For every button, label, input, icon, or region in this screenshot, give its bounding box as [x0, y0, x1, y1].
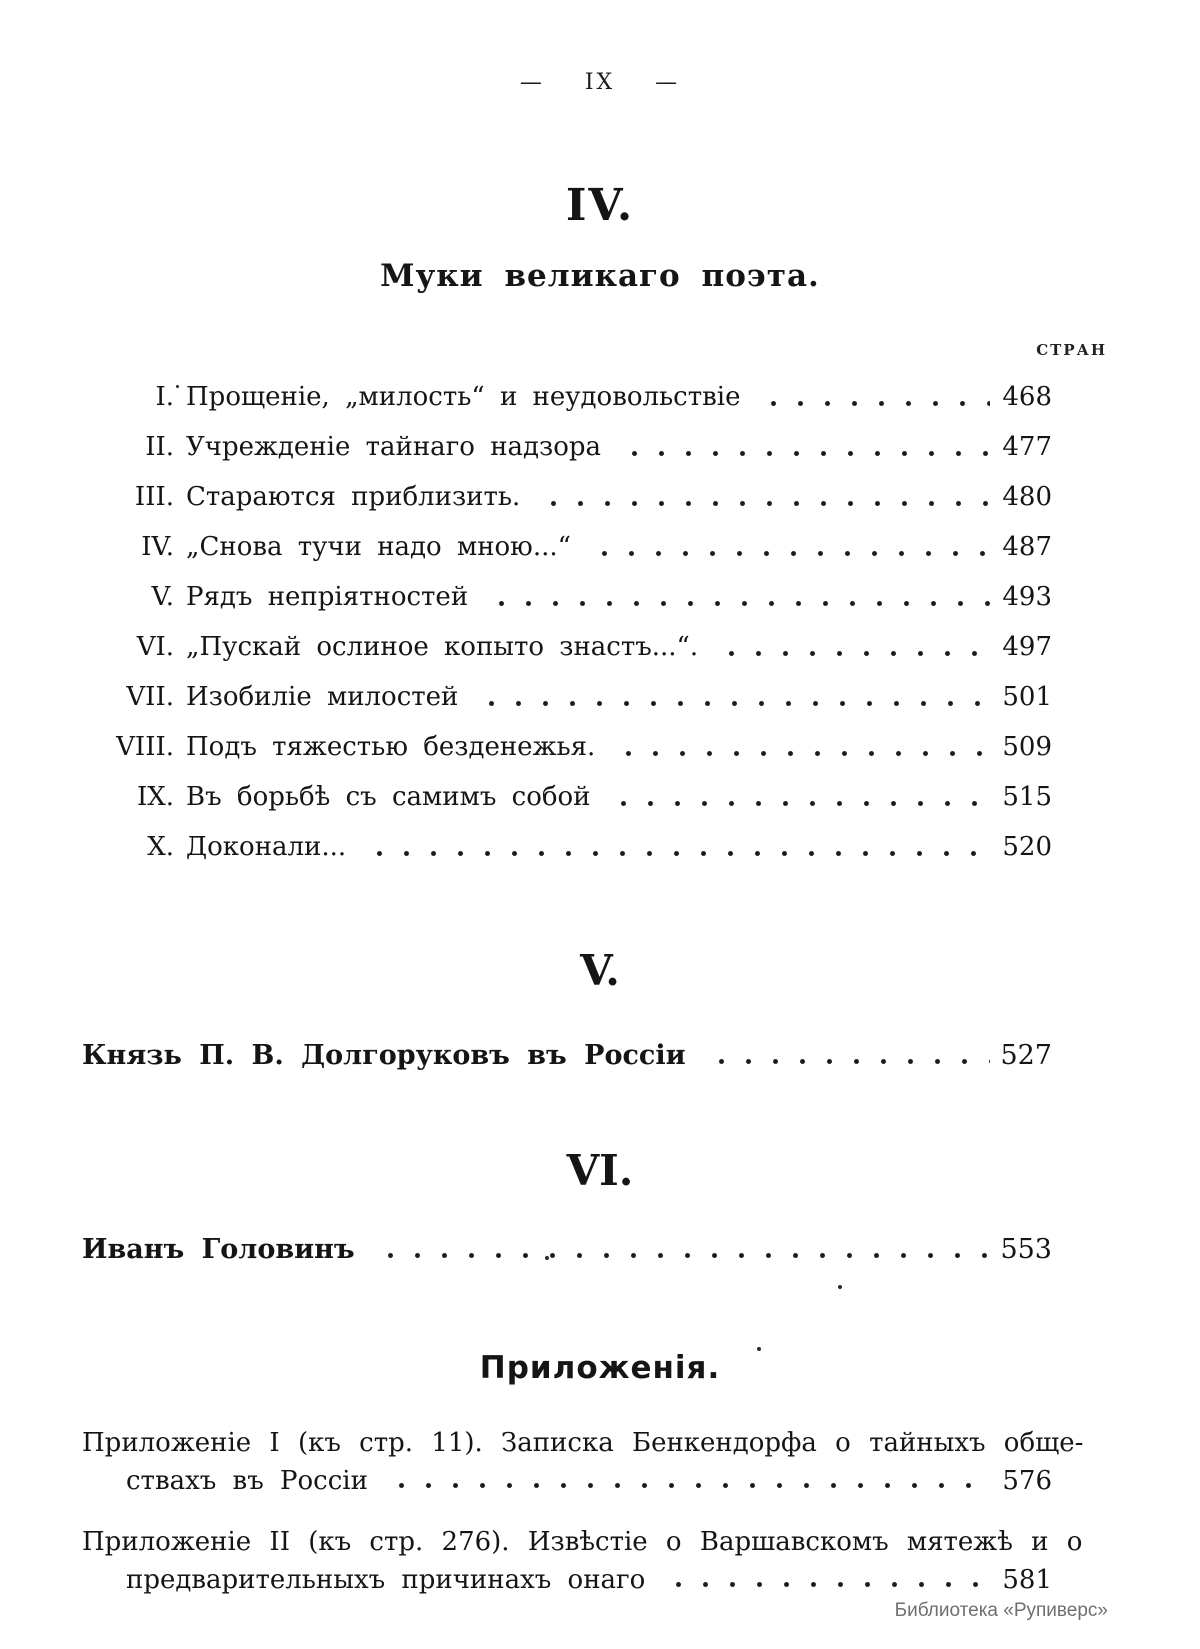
- toc-entry: [82, 522, 1052, 572]
- appendix-entry: [82, 1424, 1084, 1500]
- appendix-entry-line2-text: ствахъ въ Россіи: [126, 1466, 368, 1496]
- running-page-number: — IX —: [519, 70, 681, 95]
- dot-leader: [480, 572, 990, 622]
- section-v-entry-page: 527: [1000, 1040, 1052, 1071]
- toc-entry-title: Прощеніе, „милость“ и неудовольствіе: [186, 382, 741, 412]
- toc-entry: [82, 572, 1052, 622]
- toc-entry: [82, 622, 1052, 672]
- dot-leader: [613, 422, 990, 472]
- appendix-entry-line2: [82, 1561, 1052, 1599]
- toc-entry-page: 520: [1002, 832, 1052, 862]
- toc-entry-numeral: V.: [151, 582, 174, 612]
- toc-entry: [82, 372, 1052, 422]
- appendix-entry-page: 576: [1002, 1466, 1052, 1496]
- toc-entry-title: Учрежденіе тайнаго надзора: [186, 432, 602, 462]
- section-vi-entry-title: Иванъ Головинъ: [82, 1234, 355, 1265]
- toc-entry: [82, 772, 1052, 822]
- toc-entry-title: Доконали...: [186, 832, 347, 862]
- section-iv-title: Муки великаго поэта.: [380, 258, 820, 294]
- toc-entry: [82, 672, 1052, 722]
- scan-speck: [545, 1256, 549, 1260]
- toc-entry-title: Стараются приблизить.: [186, 482, 521, 512]
- toc-entry-numeral: IV.: [141, 532, 174, 562]
- scan-speck: [838, 1285, 842, 1289]
- section-vi-heading: VI.: [566, 1146, 634, 1195]
- chapter-list: [82, 372, 1052, 872]
- toc-entry: [82, 422, 1052, 472]
- section-vi-entry-page: 553: [1000, 1234, 1052, 1265]
- page-column-header: СТРАН: [1036, 341, 1107, 359]
- appendix-entry-line2: [82, 1462, 1052, 1500]
- dot-leader: [532, 472, 990, 522]
- toc-entry-title: „Снова тучи надо мною...“: [186, 532, 571, 562]
- appendix-entry-line1: Приложеніе II (къ стр. 276). Извѣстіе о Варшавскомъ мятежѣ и о: [82, 1527, 1083, 1557]
- section-v-entry: [82, 1036, 1052, 1076]
- dot-leader: [470, 672, 990, 722]
- toc-entry-numeral: II.: [145, 432, 174, 462]
- toc-entry-page: 501: [1002, 682, 1052, 712]
- toc-entry-title: „Пускай ослиное копыто знастъ...“.: [186, 632, 699, 662]
- toc-entry: [82, 722, 1052, 772]
- toc-entry-numeral: VIII.: [116, 732, 174, 762]
- dot-leader: [700, 1036, 990, 1076]
- dot-leader: [752, 372, 990, 422]
- section-vi-entry: [82, 1230, 1052, 1270]
- toc-entry-numeral: I.: [155, 382, 174, 412]
- toc-entry: [82, 472, 1052, 522]
- scan-speck: [176, 385, 179, 388]
- dot-leader: [358, 822, 990, 872]
- toc-entry-page: 497: [1002, 632, 1052, 662]
- toc-entry-title: Рядъ непріятностей: [186, 582, 469, 612]
- dot-leader: [710, 622, 990, 672]
- dot-leader: [369, 1230, 990, 1270]
- toc-entry-numeral: VI.: [136, 632, 174, 662]
- appendix-list: [82, 1424, 1084, 1599]
- dot-leader: [583, 522, 990, 572]
- appendices-heading: Приложенія.: [479, 1350, 721, 1386]
- toc-entry-page: 480: [1002, 482, 1052, 512]
- section-v-heading: V.: [580, 946, 620, 995]
- dot-leader: [607, 722, 990, 772]
- toc-entry: [82, 822, 1052, 872]
- section-v-entry-title: Князь П. В. Долгоруковъ въ Россіи: [82, 1040, 686, 1071]
- toc-entry-page: 477: [1002, 432, 1052, 462]
- toc-entry-page: 515: [1002, 782, 1052, 812]
- toc-entry-page: 493: [1002, 582, 1052, 612]
- toc-entry-title: Подъ тяжестью безденежья.: [186, 732, 596, 762]
- toc-entry-numeral: X.: [147, 832, 174, 862]
- toc-entry-page: 468: [1002, 382, 1052, 412]
- appendix-entry-line1: Приложеніе I (къ стр. 11). Записка Бенкендорфа о тайныхъ обще-: [82, 1428, 1084, 1458]
- scan-speck: [757, 1347, 761, 1351]
- section-iv-heading: IV.: [565, 180, 635, 231]
- dot-leader: [657, 1561, 990, 1599]
- toc-entry-page: 487: [1002, 532, 1052, 562]
- dot-leader: [602, 772, 990, 822]
- toc-entry-title: Въ борьбѣ съ самимъ собой: [186, 782, 591, 812]
- toc-entry-numeral: III.: [134, 482, 174, 512]
- library-watermark: Библиотека «Рупиверс»: [894, 1600, 1108, 1621]
- appendix-entry: [82, 1523, 1083, 1599]
- dot-leader: [380, 1462, 990, 1500]
- appendix-entry-line2-text: предварительныхъ причинахъ онаго: [126, 1565, 646, 1595]
- toc-entry-page: 509: [1002, 732, 1052, 762]
- toc-entry-numeral: IX.: [136, 782, 174, 812]
- appendix-entry-page: 581: [1002, 1565, 1052, 1595]
- toc-entry-title: Изобиліе милостей: [186, 682, 459, 712]
- toc-entry-numeral: VII.: [126, 682, 174, 712]
